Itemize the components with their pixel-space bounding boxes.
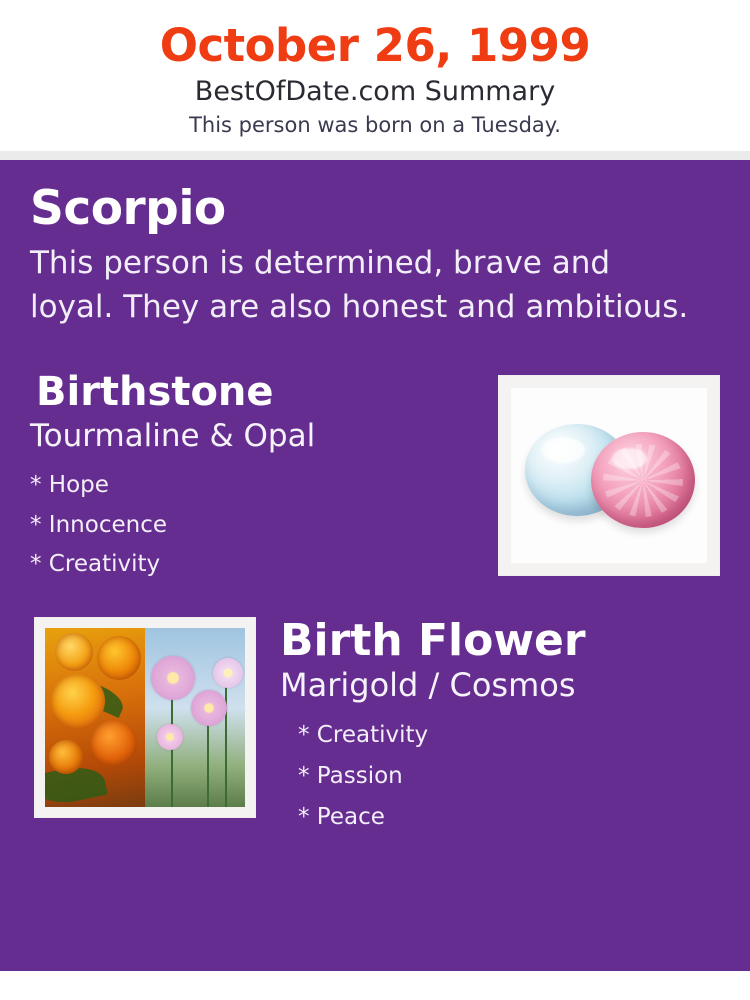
cosmos-bloom <box>157 724 183 750</box>
header <box>0 0 750 151</box>
marigold-bloom <box>97 636 141 680</box>
birthstone-text <box>30 371 470 584</box>
zodiac-sign-name: Scorpio <box>30 181 226 237</box>
birth-flower-text <box>280 617 720 837</box>
marigold-bloom <box>55 633 93 671</box>
cosmos-bloom <box>151 656 195 700</box>
list-item: * Hope <box>30 472 109 499</box>
cosmos-bloom <box>213 658 243 688</box>
zodiac-description: This person is determined, brave and loyal. They are also honest and ambitious. <box>30 245 689 326</box>
cosmos-photo <box>145 628 245 807</box>
birth-flower-image <box>34 617 256 818</box>
list-item: * Peace <box>298 803 385 830</box>
site-summary-label: BestOfDate.com Summary <box>194 76 556 108</box>
marigold-photo <box>45 628 145 807</box>
marigold-bloom <box>51 674 105 728</box>
birthstone-traits-list <box>30 466 470 585</box>
birth-flower-names: Marigold / Cosmos <box>280 665 576 704</box>
content-panel <box>0 160 750 971</box>
birthstone-title: Birthstone <box>36 369 274 416</box>
birth-day-note: This person was born on a Tuesday. <box>189 112 561 137</box>
cosmos-bloom <box>191 690 227 726</box>
list-item: * Creativity <box>298 721 429 748</box>
list-item: * Passion <box>298 762 403 789</box>
birth-flower-traits-list <box>298 715 720 838</box>
birth-flower-section <box>30 617 720 847</box>
birthstone-image <box>498 375 720 576</box>
header-divider <box>0 151 750 160</box>
birthstone-names: Tourmaline & Opal <box>30 417 316 454</box>
birth-flower-image-inner <box>45 628 245 807</box>
list-item: * Creativity <box>30 551 161 578</box>
birthstone-image-inner <box>511 388 707 563</box>
tourmaline-gem-icon <box>591 432 695 528</box>
list-item: * Innocence <box>30 511 167 538</box>
marigold-bloom <box>91 720 137 766</box>
birth-flower-title: Birth Flower <box>280 615 586 667</box>
stem-shape <box>225 667 227 807</box>
birthstone-section <box>30 371 720 591</box>
page-title: October 26, 1999 <box>159 19 591 72</box>
